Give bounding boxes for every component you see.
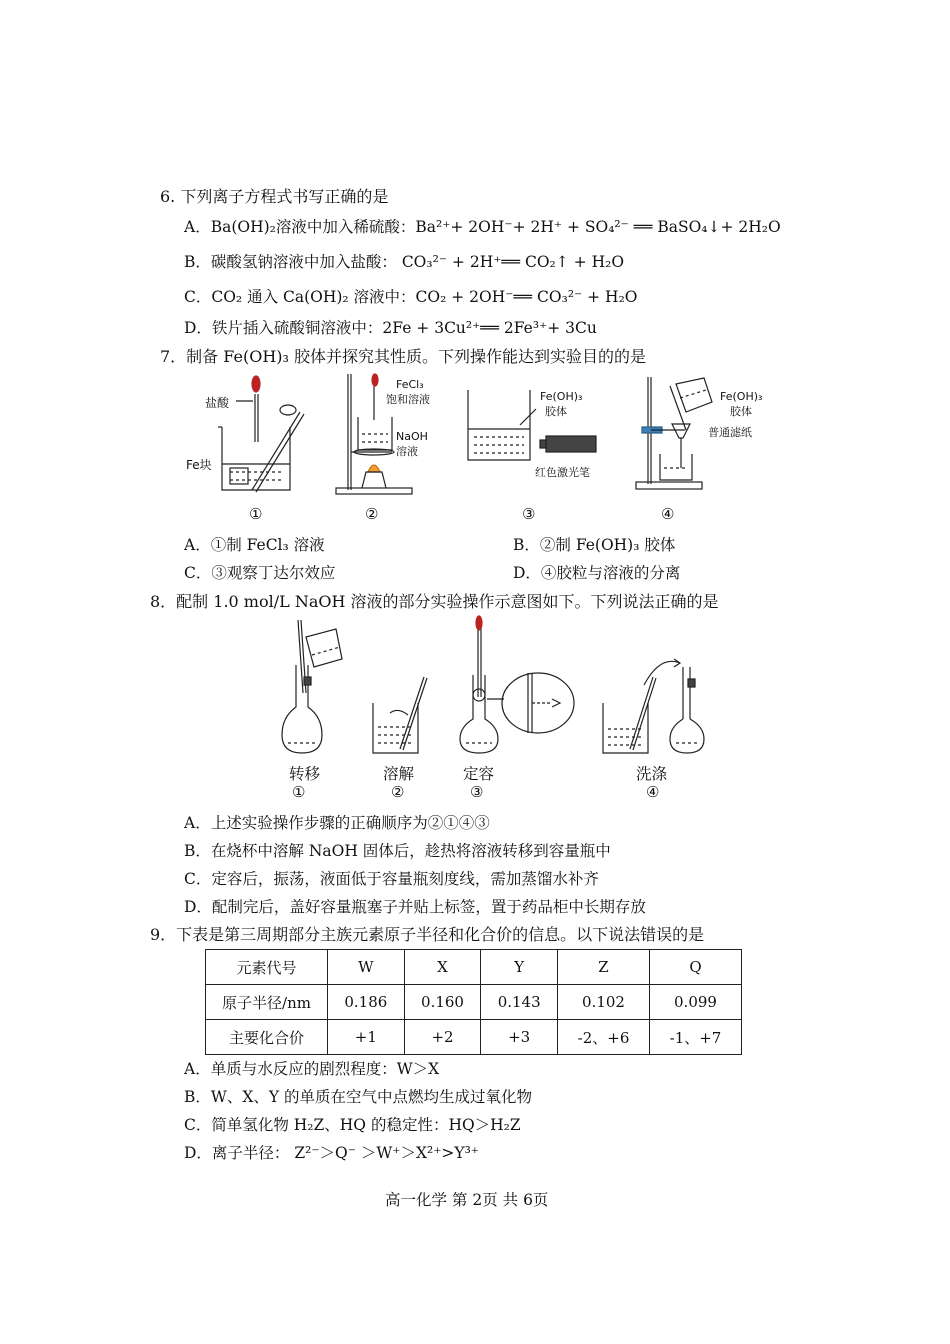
table-cell: 0.102 [558, 985, 650, 1020]
q7-fig4-number: ④ [661, 505, 675, 523]
q7-fig2-label-fecl3: FeCl₃ [396, 378, 424, 391]
q8-fig1-number: ① [292, 783, 306, 801]
q8-fig2-name: 溶解 [383, 765, 415, 783]
q8-solution-prep-diagram [270, 615, 730, 760]
table-row [206, 1020, 742, 1055]
q6-option-d: D．铁片插入硫酸铜溶液中：2Fe + 3Cu²⁺══ 2Fe³⁺+ 3Cu [184, 319, 597, 337]
table-header-cell: 元素代号 [206, 950, 328, 985]
table-cell: 主要化合价 [206, 1020, 328, 1055]
page-footer: 高一化学 第 2页 共 6页 [385, 1191, 549, 1209]
table-header-cell: Z [558, 950, 650, 985]
q7-fig4-label-colloid: 胶体 [730, 405, 752, 418]
q8-fig2-number: ② [391, 783, 405, 801]
table-header-cell: X [404, 950, 481, 985]
q6-option-b: B．碳酸氢钠溶液中加入盐酸： CO₃²⁻ + 2H⁺══ CO₂↑ + H₂O [184, 253, 625, 271]
q7-fig2-number: ② [365, 505, 379, 523]
table-cell: 0.099 [650, 985, 742, 1020]
q7-fig4-label-feoh3: Fe(OH)₃ [720, 390, 763, 403]
q7-fig2-label-saturated: 饱和溶液 [386, 393, 430, 406]
q7-fig3-number: ③ [522, 505, 536, 523]
q9-stem: 9．下表是第三周期部分主族元素原子半径和化合价的信息。以下说法错误的是 [150, 925, 705, 944]
q7-fig4-label-filter-paper: 普通滤纸 [708, 426, 752, 439]
table-header-cell: Y [481, 950, 558, 985]
q6-option-a: A．Ba(OH)₂溶液中加入稀硫酸：Ba²⁺+ 2OH⁻+ 2H⁺ + SO₄²⁻ ══ BaSO₄↓+ 2H₂O [184, 218, 781, 236]
q8-fig4-name: 洗涤 [636, 765, 668, 783]
q8-stem: 8．配制 1.0 mol/L NaOH 溶液的部分实验操作示意图如下。下列说法正确的是 [150, 592, 719, 611]
q8-option-d: D．配制完后，盖好容量瓶塞子并贴上标签，置于药品柜中长期存放 [184, 898, 646, 916]
q7-option-c: C．③观察丁达尔效应 [184, 564, 336, 582]
q8-option-a: A．上述实验操作步骤的正确顺序为②①④③ [184, 814, 490, 832]
q9-element-table [205, 949, 742, 1055]
q6-stem: 6. 下列离子方程式书写正确的是 [160, 187, 389, 206]
q7-option-a: A．①制 FeCl₃ 溶液 [184, 536, 325, 554]
table-cell: -1、+7 [650, 1020, 742, 1055]
table-header-cell: W [328, 950, 405, 985]
table-cell: +3 [481, 1020, 558, 1055]
q7-fig3-label-colloid: 胶体 [545, 405, 567, 418]
q7-option-b: B．②制 Fe(OH)₃ 胶体 [513, 536, 676, 554]
table-header-cell: Q [650, 950, 742, 985]
q9-option-a: A．单质与水反应的剧烈程度：W＞X [184, 1060, 440, 1078]
table-cell: +2 [404, 1020, 481, 1055]
q7-fig1-number: ① [249, 505, 263, 523]
table-cell: 0.186 [328, 985, 405, 1020]
table-cell: 原子半径/nm [206, 985, 328, 1020]
q8-fig3-number: ③ [470, 783, 484, 801]
q7-fig3-label-feoh3: Fe(OH)₃ [540, 390, 583, 403]
q7-fig2-label-solution: 溶液 [396, 445, 418, 458]
table-cell: 0.160 [404, 985, 481, 1020]
q6-option-c: C．CO₂ 通入 Ca(OH)₂ 溶液中：CO₂ + 2OH⁻══ CO₃²⁻ + H₂O [184, 288, 638, 306]
q8-option-b: B．在烧杯中溶解 NaOH 固体后，趁热将溶液转移到容量瓶中 [184, 842, 611, 860]
q8-fig3-name: 定容 [463, 765, 495, 783]
q7-stem: 7．制备 Fe(OH)₃ 胶体并探究其性质。下列操作能达到实验目的的是 [160, 347, 647, 366]
table-cell: 0.143 [481, 985, 558, 1020]
table-cell: +1 [328, 1020, 405, 1055]
table-cell: -2、+6 [558, 1020, 650, 1055]
q9-option-c: C．简单氢化物 H₂Z、HQ 的稳定性：HQ＞H₂Z [184, 1116, 521, 1134]
q7-fig1-label-hcl: 盐酸 [205, 396, 230, 410]
q7-fig1-beaker-diagram [190, 372, 310, 497]
q8-fig1-name: 转移 [289, 765, 321, 783]
q7-fig3-label-laser: 红色激光笔 [535, 466, 590, 479]
q8-fig4-number: ④ [646, 783, 660, 801]
q7-fig2-label-naoh: NaOH [396, 430, 428, 443]
q7-option-d: D．④胶粒与溶液的分离 [513, 564, 681, 582]
q9-option-d: D．离子半径： Z²⁻＞Q⁻ ＞W⁺＞X²⁺>Y³⁺ [184, 1144, 479, 1162]
q9-option-b: B．W、X、Y 的单质在空气中点燃均生成过氧化物 [184, 1088, 533, 1106]
q7-fig3-tyndall-diagram [460, 385, 610, 475]
q7-fig1-label-fe: Fe块 [186, 458, 212, 472]
q8-option-c: C．定容后，振荡，液面低于容量瓶刻度线，需加蒸馏水补齐 [184, 870, 599, 888]
table-row [206, 985, 742, 1020]
table-header-row [206, 950, 742, 985]
